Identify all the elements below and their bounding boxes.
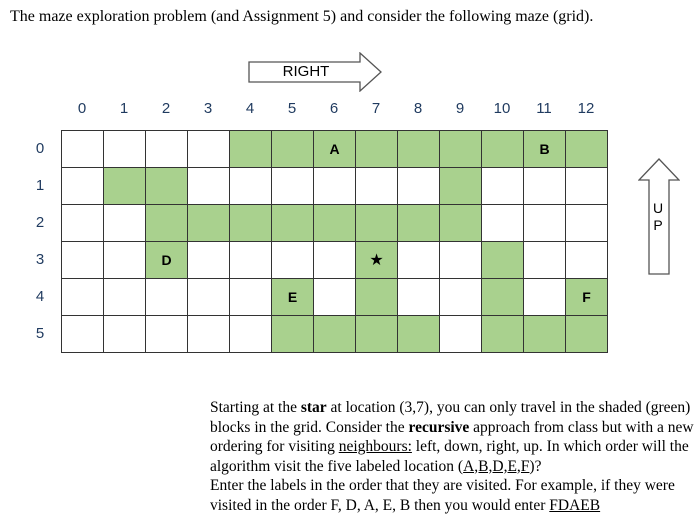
empty-cell [314,168,356,205]
star-icon: ★ [369,252,384,269]
shaded-cell [356,205,398,242]
shaded-cell [314,131,356,168]
shaded-cell [482,242,524,279]
column-label: 4 [245,100,255,117]
q-star-word: star [300,399,327,416]
cell-label: B [539,141,550,157]
column-label: 2 [161,100,171,117]
empty-cell [482,205,524,242]
empty-cell [440,242,482,279]
empty-cell [104,316,146,353]
q-text-1: Starting at the [210,399,301,416]
empty-cell [230,279,272,316]
shaded-cell [146,205,188,242]
empty-cell [524,168,566,205]
column-label: 0 [77,100,87,117]
empty-cell [188,242,230,279]
empty-cell [146,131,188,168]
empty-cell [524,279,566,316]
shaded-cell [440,168,482,205]
column-label: 11 [536,100,552,117]
q-text-5: )? [529,457,542,475]
shaded-cell [398,205,440,242]
shaded-cell [356,131,398,168]
row-label: 5 [35,325,45,342]
shaded-cell [104,168,146,205]
empty-cell [314,279,356,316]
example-answer: FDAEB [549,496,601,514]
shaded-cell [566,316,608,353]
shaded-cell [482,279,524,316]
empty-cell [146,279,188,316]
right-arrow-label: RIGHT [282,63,330,80]
empty-cell [104,279,146,316]
question-paragraph [210,398,694,476]
empty-cell [440,279,482,316]
up-arrow-label [648,200,668,234]
column-label: 12 [577,100,595,117]
empty-cell [62,131,104,168]
empty-cell [230,316,272,353]
q-neighbours-word: neighbours: [338,438,412,455]
row-label: 3 [35,251,45,268]
column-label: 1 [119,100,129,117]
shaded-cell [566,279,608,316]
empty-cell [524,242,566,279]
shaded-cell [272,131,314,168]
shaded-cell [356,316,398,353]
empty-cell [398,279,440,316]
shaded-cell [482,316,524,353]
column-label: 3 [203,100,213,117]
empty-cell [62,316,104,353]
shaded-cell [440,131,482,168]
cell-label: D [161,252,172,268]
empty-cell [524,205,566,242]
column-label: 9 [455,100,465,117]
shaded-cell [398,316,440,353]
row-label: 0 [35,140,45,157]
empty-cell [272,242,314,279]
empty-cell [104,205,146,242]
empty-cell [188,316,230,353]
shaded-cell [524,316,566,353]
shaded-cell [356,279,398,316]
shaded-cell [314,316,356,353]
empty-cell [314,242,356,279]
empty-cell [566,168,608,205]
column-label: 8 [413,100,423,117]
empty-cell [566,205,608,242]
empty-cell [62,279,104,316]
empty-cell [482,168,524,205]
empty-cell [62,242,104,279]
shaded-cell [440,205,482,242]
column-label: 6 [329,100,339,117]
empty-cell [62,205,104,242]
empty-cell [146,316,188,353]
empty-cell [398,242,440,279]
empty-cell [188,131,230,168]
q-text-4: left, down, right, up. In which order will the algorithm visit the five labeled location ( [210,438,689,475]
empty-cell [188,279,230,316]
shaded-cell [272,205,314,242]
shaded-cell [146,168,188,205]
cell-label: F [582,289,591,305]
empty-cell [230,242,272,279]
column-label: 7 [371,100,381,117]
cell-label: E [287,289,298,305]
shaded-cell [566,131,608,168]
instruction-text: Enter the labels in the order that they are visited. For example, if they were visited in the order F, D, A, E, B then you would enter [210,477,675,514]
row-label: 2 [35,214,45,231]
shaded-cell [524,131,566,168]
cell-label: A [329,141,340,157]
shaded-cell [314,205,356,242]
empty-cell [104,242,146,279]
up-letter-u: U [652,200,664,216]
empty-cell [398,168,440,205]
empty-cell [62,168,104,205]
empty-cell [230,168,272,205]
maze-grid [61,130,608,353]
q-text-3: approach from class but with a new ordering for visiting [210,418,694,455]
row-label: 4 [35,288,45,305]
shaded-cell [272,279,314,316]
empty-cell [566,242,608,279]
column-label: 5 [287,100,297,117]
intro-text: The maze exploration problem (and Assignment 5) and consider the following maze (grid). [10,8,594,25]
row-label: 1 [35,177,45,194]
shaded-cell [482,131,524,168]
empty-cell [356,168,398,205]
shaded-cell [398,131,440,168]
q-recursive-word: recursive [408,418,470,436]
shaded-cell [146,242,188,279]
q-label-list: A,B,D,E,F [463,457,530,475]
shaded-cell [188,205,230,242]
shaded-cell [230,205,272,242]
up-letter-p: P [653,217,663,233]
q-text-2: at location (3,7), you can only travel in the shaded (green) blocks in the grid. Consider the [210,399,691,436]
column-label: 10 [493,100,511,117]
shaded-cell [272,316,314,353]
empty-cell [188,168,230,205]
shaded-cell [230,131,272,168]
empty-cell [104,131,146,168]
empty-cell [272,168,314,205]
shaded-cell [356,242,398,279]
empty-cell [440,316,482,353]
instruction-paragraph [210,476,694,515]
